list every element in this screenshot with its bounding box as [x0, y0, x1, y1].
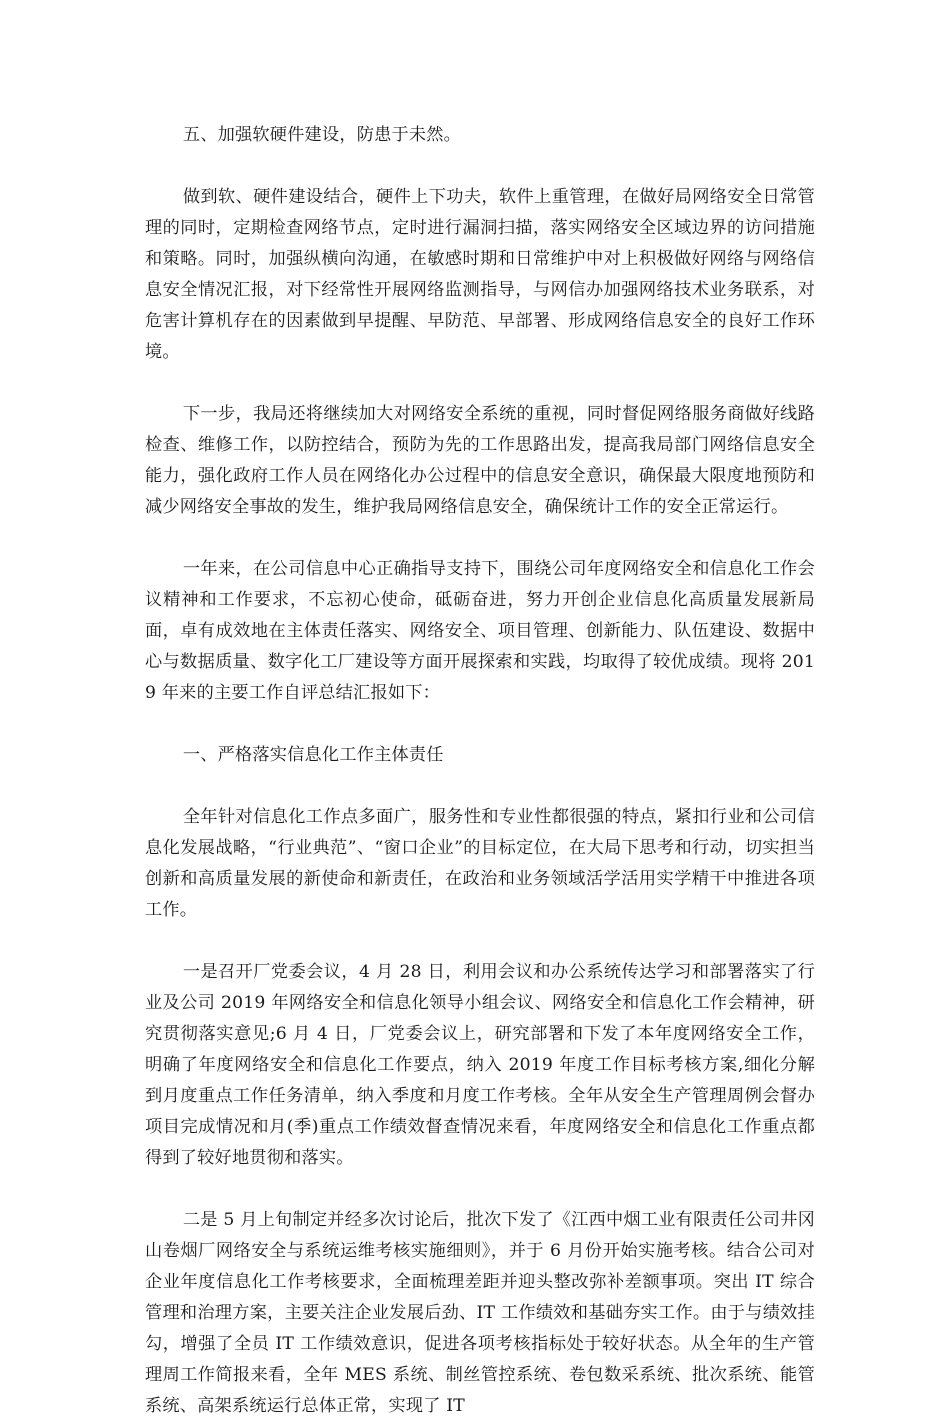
paragraph-annual-summary: 一年来，在公司信息中心正确指导支持下，围绕公司年度网络安全和信息化工作会议精神和工作要求，不忘初心使命，砥砺奋进，努力开创企业信息化高质量发展新局面，卓有成效地在主体责任落实、网络安全、项目管理、创新能力、队伍建设、数据中心与数据质量、数字化工厂建设等方面开展探索和实践，均取得了较优成绩。现将 2019 年来的主要工作自评总结汇报如下： — [145, 559, 815, 703]
paragraph-strategy: 全年针对信息化工作点多面广，服务性和专业性都很强的特点，紧扣行业和公司信息化发展战略，“行业典范”、“窗口企业”的目标定位，在大局下思考和行动，切实担当创新和高质量发展的新使命和新责任，在政治和业务领域活学活用实学精干中推进各项工作。 — [145, 807, 815, 920]
section-heading-1: 一、严格落实信息化工作主体责任 — [182, 745, 444, 765]
document-body — [145, 120, 815, 1422]
paragraph-assessment-rules: 二是 5 月上旬制定并经多次讨论后，批次下发了《江西中烟工业有限责任公司井冈山卷烟厂网络安全与系统运维考核实施细则》，并于 6 月份开始实施考核。结合公司对企业年度信息化工作考核要求，全面梳理差距并迎头整改弥补差额事项。突出 IT 综合管理和治理方案，主要关注企业发展后劲、IT 工作绩效和基础夯实工作。由于与绩效挂勾，增强了全员 IT 工作绩效意识，促进各项考核指标处于较好状态。从全年的生产管理周工作简报来看，全年 MES 系统、制丝管控系统、卷包数采系统、批次系统、能管系统、高架系统运行总体正常，实现了 IT — [145, 1210, 815, 1416]
section-heading-5: 五、加强软硬件建设，防患于未然。 — [182, 125, 462, 145]
paragraph-next-step: 下一步，我局还将继续加大对网络安全系统的重视，同时督促网络服务商做好线路检查、维修工作，以防控结合，预防为先的工作思路出发，提高我局部门网络信息安全能力，强化政府工作人员在网络化办公过程中的信息安全意识，确保最大限度地预防和减少网络安全事故的发生，维护我局网络信息安全，确保统计工作的安全正常运行。 — [145, 404, 815, 517]
paragraph-hardware-software: 做到软、硬件建设结合，硬件上下功夫，软件上重管理，在做好局网络安全日常管理的同时，定期检查网络节点，定时进行漏洞扫描，落实网络安全区域边界的访问措施和策略。同时，加强纵横向沟通，在敏感时期和日常维护中对上积极做好网络与网络信息安全情况汇报，对下经常性开展网络监测指导，与网信办加强网络技术业务联系，对危害计算机存在的因素做到早提醒、早防范、早部署、形成网络信息安全的良好工作环境。 — [145, 187, 815, 362]
paragraph-party-meeting: 一是召开厂党委会议，4 月 28 日，利用会议和办公系统传达学习和部署落实了行业及公司 2019 年网络安全和信息化领导小组会议、网络安全和信息化工作会精神，研究贯彻落实意见;6 月 4 日，厂党委会议上，研究部署和下发了本年度网络安全工作，明确了年度网络安全和信息化工作要点，纳入 2019 年度工作目标考核方案,细化分解到月度重点工作任务清单，纳入季度和月度工作考核。全年从安全生产管理周例会督办项目完成情况和月(季)重点工作绩效督查情况来看，年度网络安全和信息化工作重点都得到了较好地贯彻和落实。 — [145, 962, 815, 1168]
